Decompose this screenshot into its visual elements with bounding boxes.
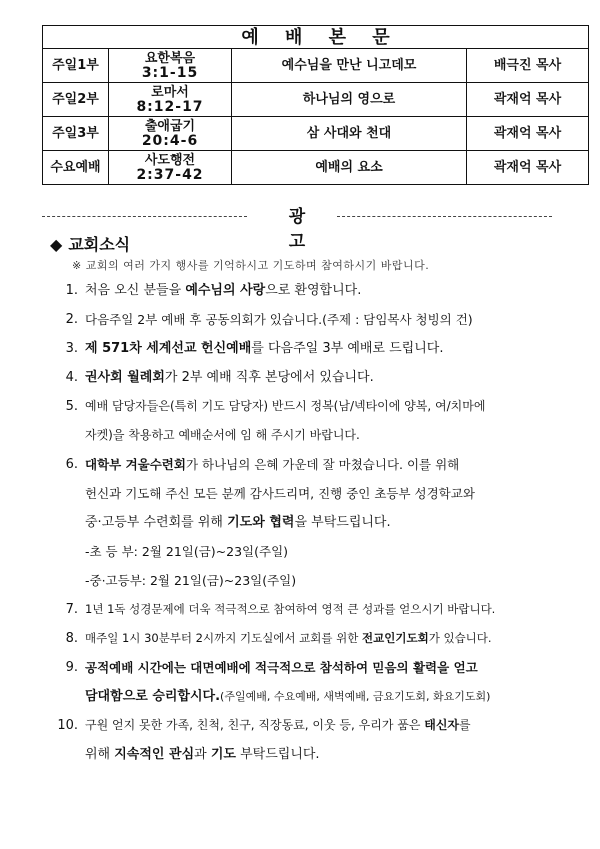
table-row	[43, 49, 589, 83]
list-item	[45, 276, 575, 305]
scripture-book: 출애굽기	[144, 118, 196, 134]
scripture-cell	[109, 151, 232, 185]
sermon-table	[42, 25, 589, 185]
service-name: 주일3부	[43, 117, 109, 151]
section-note: ※ 교회의 여러 가지 행사를 기억하시고 기도하며 참여하시기 바랍니다.	[72, 259, 430, 272]
sermon-title: 예수님을 만난 니고데모	[232, 49, 467, 83]
preacher: 곽재억 목사	[467, 117, 589, 151]
scripture-verse: 2:37-42	[136, 166, 204, 183]
item-number: 8.	[65, 631, 78, 646]
list-item	[45, 653, 575, 711]
scripture-cell	[109, 49, 232, 83]
scripture-cell	[109, 83, 232, 117]
list-item	[45, 711, 575, 769]
item-number: 4.	[65, 370, 78, 385]
item-text: 권사회 월례회가 2부 예배 직후 본당에서 있습니다.	[85, 370, 374, 385]
item-text: 구원 얻지 못한 가족, 친척, 친구, 직장동료, 이웃 등, 우리가 품은 태신자를	[85, 718, 471, 732]
section-heading	[50, 232, 130, 255]
list-item	[45, 450, 575, 595]
item-text: 대학부 겨울수련회가 하나님의 은혜 가운데 잘 마쳤습니다. 이를 위해	[85, 457, 460, 472]
list-item	[45, 392, 575, 450]
scripture-book: 로마서	[151, 84, 189, 100]
dashed-line-right	[337, 216, 552, 217]
table-row	[43, 83, 589, 117]
item-number: 3.	[65, 341, 78, 356]
scripture-verse: 3:1-15	[141, 64, 199, 81]
item-number: 7.	[65, 602, 78, 617]
item-text: 제 571차 세계선교 헌신예배를 다음주일 3부 예배로 드립니다.	[85, 341, 444, 356]
list-item	[45, 624, 575, 653]
section-heading-text: 교회소식	[68, 235, 131, 254]
item-text-continued: 자켓)을 착용하고 예배순서에 임 해 주시기 바랍니다.	[85, 428, 360, 442]
scripture-cell	[109, 117, 232, 151]
scripture-book: 사도행전	[144, 152, 196, 168]
item-sub-schedule: -중·고등부: 2월 21일(금)~23일(주일)	[85, 573, 297, 588]
sermon-title: 예배의 요소	[232, 151, 467, 185]
list-item	[45, 363, 575, 392]
announcement-list	[45, 276, 575, 769]
sermon-title: 삼 사대와 천대	[232, 117, 467, 151]
item-number: 2.	[65, 312, 78, 327]
item-text: 공적예배 시간에는 대면예배에 적극적으로 참석하여 믿음의 활력을 얻고	[85, 660, 478, 675]
preacher: 곽재억 목사	[467, 83, 589, 117]
item-text: 1년 1독 성경문제에 더욱 적극적으로 참여하여 영적 큰 성과를 얻으시기 바랍니다.	[85, 602, 496, 616]
diamond-icon: ◆	[50, 235, 63, 254]
table-row	[43, 117, 589, 151]
item-text-continued: 헌신과 기도해 주신 모든 분께 감사드리며, 진행 중인 초등부 성경학교와	[85, 486, 475, 501]
table-row	[43, 151, 589, 185]
announcement-title: 광 고	[288, 207, 328, 252]
table-title: 예 배 본 문	[43, 26, 589, 49]
item-text-continued: 위해 지속적인 관심과 기도 부탁드립니다.	[85, 747, 320, 762]
item-number: 5.	[65, 399, 78, 414]
preacher: 배극진 목사	[467, 49, 589, 83]
scripture-book: 요한복음	[144, 50, 196, 66]
item-text: 처음 오신 분들을 예수님의 사랑으로 환영합니다.	[85, 283, 362, 298]
preacher: 곽재억 목사	[467, 151, 589, 185]
item-number: 9.	[65, 660, 78, 675]
item-text: 다음주일 2부 예배 후 공동의회가 있습니다.(주제 : 담임목사 청빙의 건)	[85, 312, 473, 327]
service-name: 수요예배	[43, 151, 109, 185]
item-text-continued: 중·고등부 수련회를 위해 기도와 협력을 부탁드립니다.	[85, 515, 391, 530]
service-name: 주일2부	[43, 83, 109, 117]
service-name: 주일1부	[43, 49, 109, 83]
item-text: 매주일 1시 30분부터 2시까지 기도실에서 교회를 위한 전교인기도회가 있습니다.	[85, 631, 492, 645]
scripture-verse: 20:4-6	[141, 132, 199, 149]
item-sub-schedule: -초 등 부: 2월 21일(금)~23일(주일)	[85, 544, 289, 559]
item-text-continued: 담대함으로 승리합시다.(주일예배, 수요예배, 새벽예배, 금요기도회, 화요기도회)	[85, 689, 491, 704]
list-item	[45, 334, 575, 363]
sermon-title: 하나님의 영으로	[232, 83, 467, 117]
item-number: 10.	[57, 718, 78, 733]
dashed-line-left	[42, 216, 247, 217]
item-number: 1.	[65, 283, 78, 298]
item-text: 예배 담당자들은(특히 기도 담당자) 반드시 정복(남/넥타이에 양복, 여/치마에	[85, 399, 486, 413]
scripture-verse: 8:12-17	[136, 98, 204, 115]
list-item	[45, 595, 575, 624]
list-item	[45, 305, 575, 334]
item-number: 6.	[65, 457, 78, 472]
